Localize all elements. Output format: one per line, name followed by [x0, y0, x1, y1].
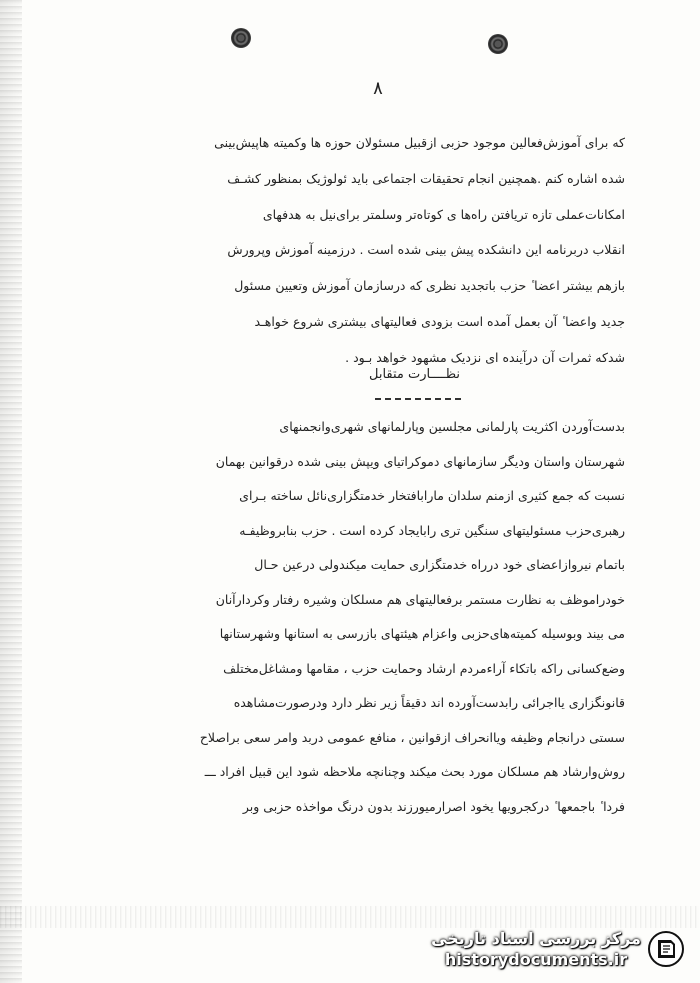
text-line: بدست‌آوردن اکثریت پارلمانی مجلسین وپارلمانهای شهری‌وانجمنهای [279, 419, 625, 434]
text-line: وضع‌کسانی راکه باتکاء آراءمردم ارشاد وحمایت حزب ، مقامها ومشاغل‌مختلف [223, 660, 625, 676]
text-line: رهبری‌حزب مسئولیتهای سنگین تری رابایجاد کرده است . حزب بنابروظیفـه [239, 522, 625, 538]
text-line: بازهم بیشتر اعضا ٔ حزب باتجدید نظری که درسازمان آموزش وتعیین مسئول [234, 278, 625, 294]
watermark-logo [427, 928, 689, 972]
scan-bottom-noise [0, 906, 700, 928]
section-heading: نظــــارت متقابل [368, 367, 460, 382]
document-stack-icon [647, 930, 685, 968]
text-line: روش‌وارشاد هم مسلکان مورد بحث میکند وچنانچه ملاحظه شود این قبیل افراد ـــ [204, 764, 625, 779]
text-line: خودراموظف به نظارت مستمر برفعالیتهای هم مسلکان وشیره رفتار وکردارآنان [215, 591, 625, 607]
page-number: ۸ [373, 78, 383, 99]
paragraph-2 [105, 410, 625, 824]
text-line: قانونگزاری یااجرائی رابدست‌آورده اند دقیقاً زیر نظر دارد ودرصورت‌مشاهده [233, 695, 625, 710]
text-line: می بیند وبوسیله کمیته‌های‌حزبی واعزام هیئتهای بازرسی به استانها وشهرستانها [219, 626, 625, 641]
punch-hole-icon [231, 28, 251, 48]
logo-name: مرکز بررسی اسناد تاریخی [431, 929, 641, 948]
punch-hole-icon [488, 34, 508, 54]
text-line: که برای آموزش‌فعالین موجود حزبی ازقبیل مسئولان حوزه ها وکمیته هاپیش‌بینی [214, 135, 625, 150]
text-line: امکانات‌عملی تازه تریافتن راه‌ها ی کوتاه‌تر وسلمتر برای‌نیل به هدفهای [262, 206, 625, 222]
text-line: سستی درانجام وظیفه ویاانحراف ازقوانین ، منافع عمومی دربد وامر سعی براصلاح [199, 729, 625, 745]
text-line: نسبت که جمع کثیری ازمنم سلدان مارابافتخار خدمتگزاری‌نائل ساخته بـرای [239, 488, 625, 503]
paragraph-1 [105, 125, 625, 376]
logo-text [431, 928, 641, 970]
text-line: جدید واعضا ٔ آن بعمل آمده است بزودی فعالیتهای بیشتری شروع خواهـد [254, 313, 625, 329]
heading-underline [375, 395, 461, 400]
text-line: باتمام نیروازاعضای خود درراه خدمتگزاری حمایت میکندولی درعین حـال [254, 557, 625, 572]
text-line: انقلاب دربرنامه این دانشکده پیش بینی شده است . درزمینه آموزش وپرورش [227, 242, 625, 258]
scan-edge-noise [0, 0, 22, 983]
text-line: شدکه ثمرات آن درآینده ای نزدیک مشهود خواهد بـود . [345, 349, 625, 365]
logo-url: historydocuments.ir [444, 950, 628, 969]
text-line: شده اشاره کنم .همچنین انجام تحقیقات اجتماعی باید ئولوژیک بمنظور کشـف [227, 170, 625, 186]
text-line: فردا ٔ باجمعها ٔ درکجرویها یخود اصرارمیورزند بدون درنگ مواخذه حزبی وبر [242, 798, 625, 814]
text-line: شهرستان واستان ودیگر سازمانهای دموکراتیای ویپش بینی شده درقوانین بهمان [215, 453, 625, 469]
